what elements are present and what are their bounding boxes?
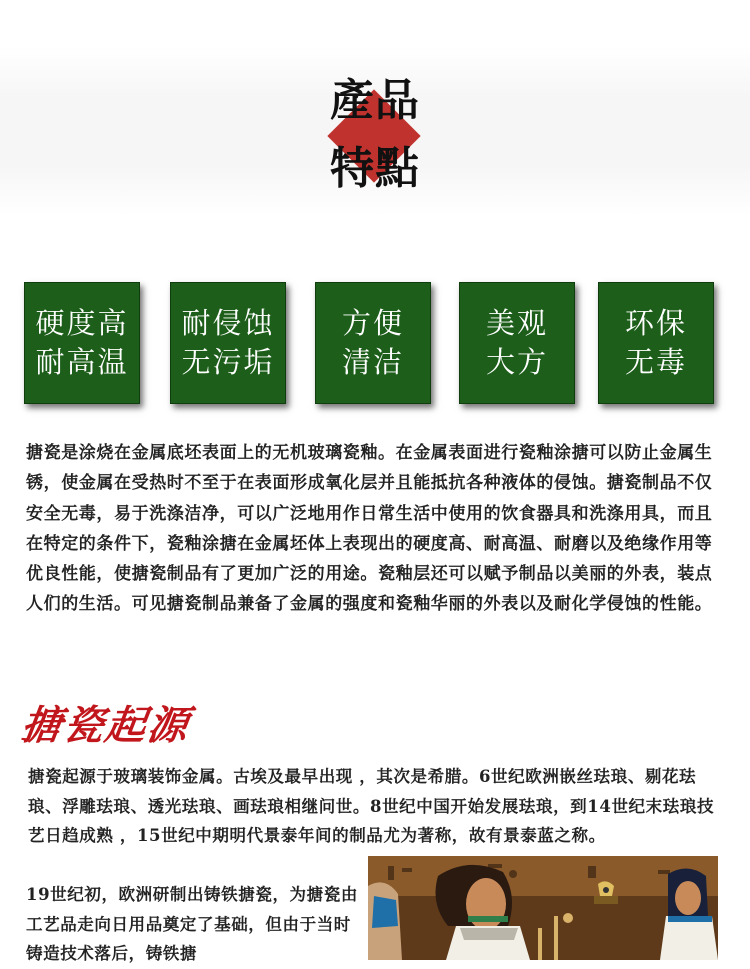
feature-line: 耐侵蚀 bbox=[181, 306, 275, 340]
feature-line: 无毒 bbox=[624, 345, 687, 379]
egyptian-mural-illustration bbox=[368, 856, 718, 960]
feature-line: 美观 bbox=[485, 306, 548, 340]
feature-row bbox=[0, 276, 750, 416]
feature-line: 环保 bbox=[624, 306, 687, 340]
origin-paragraph-1: 搪瓷起源于玻璃装饰金属。古埃及最早出现 ，其次是希腊。6世纪欧洲嵌丝珐琅、剔花珐琅、浮雕珐琅、透光珐琅、画珐琅相继问世。8世纪中国开始发展珐琅，到14世纪末珐琅技艺日趋成熟 ，15世纪中期明代景泰年间的制品尤为著称，故有景泰蓝之称。 bbox=[28, 767, 715, 845]
page-title-line-2: 特點 bbox=[330, 143, 420, 194]
feature-line: 方便 bbox=[341, 306, 404, 340]
feature-card bbox=[170, 282, 286, 404]
origin-heading: 搪瓷起源 bbox=[18, 702, 193, 749]
origin-paragraph-2: 19世纪初，欧洲研制出铸铁搪瓷，为搪瓷由工艺品走向日用品奠定了基础，但由于当时铸造技术落后，铸铁搪 bbox=[26, 885, 358, 963]
page-title-line-1: 產品 bbox=[330, 75, 420, 126]
feature-line: 大方 bbox=[485, 345, 548, 379]
feature-card bbox=[598, 282, 714, 404]
feature-line: 耐高温 bbox=[35, 345, 129, 379]
intro-paragraph: 搪瓷是涂烧在金属底坯表面上的无机玻璃瓷釉。在金属表面进行瓷釉涂搪可以防止金属生锈，使金属在受热时不至于在表面形成氧化层并且能抵抗各种液体的侵蚀。搪瓷制品不仅安全无毒，易于洗涤洁净，可以广泛地用作日常生活中使用的饮食器具和洗涤用具，而且在特定的条件下，瓷釉涂搪在金属坯体上表现出的硬度高、耐高温、耐磨以及绝缘作用等优良性能，使搪瓷制品有了更加广泛的用途。瓷釉层还可以赋予制品以美丽的外表，装点人们的生活。可见搪瓷制品兼备了金属的强度和瓷釉华丽的外表以及耐化学侵蚀的性能。 bbox=[26, 443, 713, 615]
feature-card bbox=[459, 282, 575, 404]
feature-card bbox=[24, 282, 140, 404]
feature-card bbox=[315, 282, 431, 404]
feature-line: 无污垢 bbox=[181, 345, 275, 379]
feature-line: 硬度高 bbox=[35, 306, 129, 340]
feature-line: 清洁 bbox=[341, 345, 404, 379]
